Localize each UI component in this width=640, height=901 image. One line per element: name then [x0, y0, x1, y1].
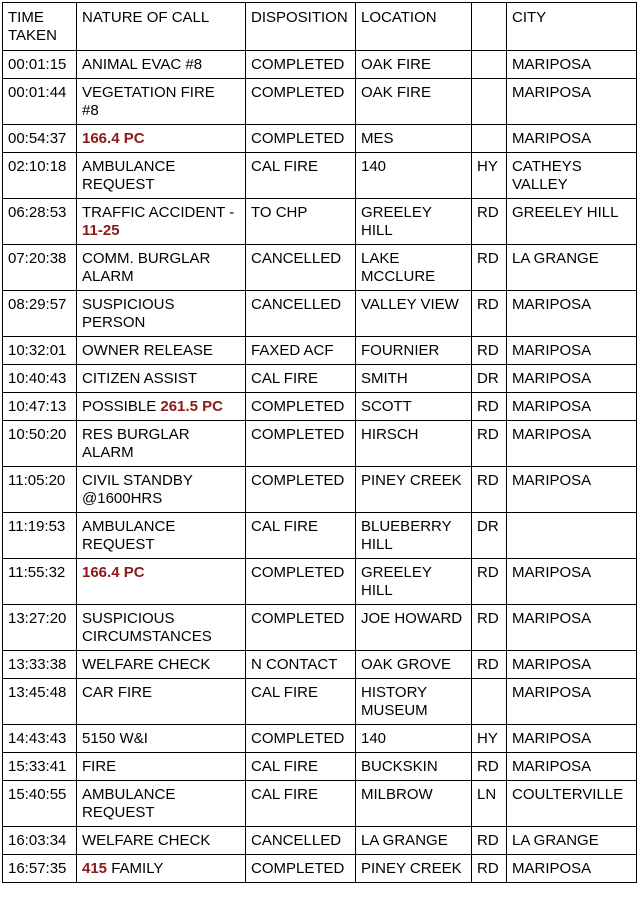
penal-code-highlight: 166.4 PC [82, 564, 145, 581]
nature-text: SUSPICIOUS PERSON [82, 296, 175, 331]
street-suffix-cell: HY [472, 153, 507, 199]
nature-text-tail: FAMILY [107, 860, 164, 877]
table-row [3, 513, 637, 559]
location-cell: FOURNIER [356, 337, 472, 365]
time-taken-cell: 16:57:35 [3, 855, 77, 883]
table-row [3, 421, 637, 467]
time-taken-cell: 08:29:57 [3, 291, 77, 337]
location-cell: HIRSCH [356, 421, 472, 467]
nature-of-call-cell [77, 51, 246, 79]
header-disposition: DISPOSITION [246, 3, 356, 51]
table-row [3, 827, 637, 855]
time-taken-cell: 13:27:20 [3, 605, 77, 651]
nature-of-call-cell [77, 365, 246, 393]
location-cell: HISTORY MUSEUM [356, 679, 472, 725]
location-cell: MILBROW [356, 781, 472, 827]
disposition-cell: CAL FIRE [246, 679, 356, 725]
nature-of-call-cell [77, 559, 246, 605]
table-row [3, 51, 637, 79]
table-row [3, 725, 637, 753]
nature-text: RES BURGLAR ALARM [82, 426, 190, 461]
header-nature-of-call: NATURE OF CALL [77, 3, 246, 51]
table-row [3, 855, 637, 883]
table-row [3, 605, 637, 651]
street-suffix-cell: RD [472, 467, 507, 513]
city-cell: MARIPOSA [507, 79, 637, 125]
city-cell: MARIPOSA [507, 393, 637, 421]
disposition-cell: COMPLETED [246, 421, 356, 467]
location-cell: LAKE MCCLURE [356, 245, 472, 291]
time-taken-cell: 11:55:32 [3, 559, 77, 605]
city-cell: MARIPOSA [507, 725, 637, 753]
disposition-cell: CANCELLED [246, 291, 356, 337]
location-cell: BLUEBERRY HILL [356, 513, 472, 559]
nature-of-call-cell [77, 753, 246, 781]
street-suffix-cell: RD [472, 421, 507, 467]
disposition-cell: CANCELLED [246, 245, 356, 291]
street-suffix-cell: RD [472, 291, 507, 337]
nature-of-call-cell [77, 467, 246, 513]
nature-of-call-cell [77, 827, 246, 855]
nature-of-call-cell [77, 513, 246, 559]
nature-text: TRAFFIC ACCIDENT - [82, 204, 235, 221]
header-row [3, 3, 637, 51]
table-row [3, 559, 637, 605]
call-log-table [2, 2, 637, 883]
location-cell: OAK GROVE [356, 651, 472, 679]
penal-code-highlight: 415 [82, 860, 108, 877]
nature-of-call-cell [77, 725, 246, 753]
street-suffix-cell: RD [472, 245, 507, 291]
time-taken-cell: 10:47:13 [3, 393, 77, 421]
time-taken-cell: 02:10:18 [3, 153, 77, 199]
penal-code-highlight: 261.5 PC [160, 398, 223, 415]
time-taken-cell: 16:03:34 [3, 827, 77, 855]
table-row [3, 781, 637, 827]
nature-text: CAR FIRE [82, 684, 153, 701]
street-suffix-cell: RD [472, 393, 507, 421]
street-suffix-cell [472, 51, 507, 79]
disposition-cell: CAL FIRE [246, 781, 356, 827]
nature-text: WELFARE CHECK [82, 656, 211, 673]
city-cell: MARIPOSA [507, 679, 637, 725]
nature-text: AMBULANCE REQUEST [82, 518, 176, 553]
location-cell: 140 [356, 725, 472, 753]
location-cell: VALLEY VIEW [356, 291, 472, 337]
disposition-cell: COMPLETED [246, 51, 356, 79]
time-taken-cell: 10:32:01 [3, 337, 77, 365]
penal-code-highlight: 11-25 [82, 222, 120, 239]
city-cell: LA GRANGE [507, 245, 637, 291]
city-cell: MARIPOSA [507, 51, 637, 79]
location-cell: GREELEY HILL [356, 199, 472, 245]
disposition-cell: COMPLETED [246, 605, 356, 651]
city-cell: MARIPOSA [507, 605, 637, 651]
table-row [3, 679, 637, 725]
nature-text: OWNER RELEASE [82, 342, 213, 359]
city-cell: MARIPOSA [507, 291, 637, 337]
location-cell: 140 [356, 153, 472, 199]
call-log-body [3, 51, 637, 883]
nature-text: CITIZEN ASSIST [82, 370, 198, 387]
city-cell: GREELEY HILL [507, 199, 637, 245]
city-cell: MARIPOSA [507, 651, 637, 679]
table-row [3, 245, 637, 291]
street-suffix-cell: RD [472, 337, 507, 365]
time-taken-cell: 15:33:41 [3, 753, 77, 781]
location-cell: PINEY CREEK [356, 467, 472, 513]
location-cell: JOE HOWARD [356, 605, 472, 651]
nature-text: ANIMAL EVAC #8 [82, 56, 203, 73]
nature-of-call-cell [77, 393, 246, 421]
street-suffix-cell: DR [472, 513, 507, 559]
location-cell: GREELEY HILL [356, 559, 472, 605]
street-suffix-cell: RD [472, 753, 507, 781]
time-taken-cell: 10:50:20 [3, 421, 77, 467]
penal-code-highlight: 166.4 PC [82, 130, 145, 147]
time-taken-cell: 00:01:44 [3, 79, 77, 125]
header-street-suffix [472, 3, 507, 51]
time-taken-cell: 00:01:15 [3, 51, 77, 79]
nature-of-call-cell [77, 291, 246, 337]
time-taken-cell: 11:19:53 [3, 513, 77, 559]
nature-text: VEGETATION FIRE #8 [82, 84, 215, 119]
disposition-cell: N CONTACT [246, 651, 356, 679]
street-suffix-cell [472, 125, 507, 153]
street-suffix-cell: RD [472, 559, 507, 605]
disposition-cell: CAL FIRE [246, 753, 356, 781]
disposition-cell: CANCELLED [246, 827, 356, 855]
disposition-cell: CAL FIRE [246, 153, 356, 199]
nature-text: AMBULANCE REQUEST [82, 158, 176, 193]
nature-text: FIRE [82, 758, 117, 775]
nature-of-call-cell [77, 125, 246, 153]
header-location: LOCATION [356, 3, 472, 51]
time-taken-cell: 00:54:37 [3, 125, 77, 153]
nature-of-call-cell [77, 421, 246, 467]
disposition-cell: COMPLETED [246, 855, 356, 883]
disposition-cell: TO CHP [246, 199, 356, 245]
table-row [3, 125, 637, 153]
table-row [3, 393, 637, 421]
nature-text: AMBULANCE REQUEST [82, 786, 176, 821]
street-suffix-cell: DR [472, 365, 507, 393]
disposition-cell: COMPLETED [246, 725, 356, 753]
city-cell: MARIPOSA [507, 365, 637, 393]
street-suffix-cell: RD [472, 827, 507, 855]
nature-text: WELFARE CHECK [82, 832, 211, 849]
nature-of-call-cell [77, 651, 246, 679]
table-row [3, 337, 637, 365]
time-taken-cell: 14:43:43 [3, 725, 77, 753]
location-cell: LA GRANGE [356, 827, 472, 855]
disposition-cell: CAL FIRE [246, 513, 356, 559]
table-row [3, 199, 637, 245]
city-cell: MARIPOSA [507, 753, 637, 781]
table-row [3, 753, 637, 781]
street-suffix-cell: HY [472, 725, 507, 753]
city-cell: CATHEYS VALLEY [507, 153, 637, 199]
nature-of-call-cell [77, 855, 246, 883]
header-time-taken: TIME TAKEN [3, 3, 77, 51]
nature-of-call-cell [77, 337, 246, 365]
city-cell: MARIPOSA [507, 125, 637, 153]
street-suffix-cell: RD [472, 855, 507, 883]
time-taken-cell: 13:33:38 [3, 651, 77, 679]
disposition-cell: COMPLETED [246, 125, 356, 153]
city-cell: MARIPOSA [507, 421, 637, 467]
disposition-cell: COMPLETED [246, 559, 356, 605]
street-suffix-cell: LN [472, 781, 507, 827]
table-row [3, 651, 637, 679]
time-taken-cell: 13:45:48 [3, 679, 77, 725]
location-cell: OAK FIRE [356, 79, 472, 125]
nature-of-call-cell [77, 781, 246, 827]
street-suffix-cell: RD [472, 199, 507, 245]
nature-of-call-cell [77, 199, 246, 245]
time-taken-cell: 15:40:55 [3, 781, 77, 827]
nature-of-call-cell [77, 679, 246, 725]
table-row [3, 365, 637, 393]
street-suffix-cell: RD [472, 605, 507, 651]
nature-text: CIVIL STANDBY @1600HRS [82, 472, 193, 507]
disposition-cell: FAXED ACF [246, 337, 356, 365]
nature-of-call-cell [77, 153, 246, 199]
table-row [3, 153, 637, 199]
table-row [3, 79, 637, 125]
street-suffix-cell [472, 79, 507, 125]
nature-of-call-cell [77, 79, 246, 125]
street-suffix-cell: RD [472, 651, 507, 679]
street-suffix-cell [472, 679, 507, 725]
nature-text: 5150 W&I [82, 730, 148, 747]
disposition-cell: COMPLETED [246, 467, 356, 513]
location-cell: BUCKSKIN [356, 753, 472, 781]
city-cell: LA GRANGE [507, 827, 637, 855]
city-cell: MARIPOSA [507, 855, 637, 883]
location-cell: PINEY CREEK [356, 855, 472, 883]
table-row [3, 467, 637, 513]
city-cell [507, 513, 637, 559]
nature-of-call-cell [77, 605, 246, 651]
location-cell: OAK FIRE [356, 51, 472, 79]
city-cell: MARIPOSA [507, 337, 637, 365]
nature-of-call-cell [77, 245, 246, 291]
nature-text: POSSIBLE [82, 398, 161, 415]
disposition-cell: COMPLETED [246, 393, 356, 421]
table-row [3, 291, 637, 337]
city-cell: MARIPOSA [507, 467, 637, 513]
city-cell: MARIPOSA [507, 559, 637, 605]
nature-text: SUSPICIOUS CIRCUMSTANCES [82, 610, 212, 645]
city-cell: COULTERVILLE [507, 781, 637, 827]
time-taken-cell: 10:40:43 [3, 365, 77, 393]
nature-text: COMM. BURGLAR ALARM [82, 250, 211, 285]
time-taken-cell: 11:05:20 [3, 467, 77, 513]
time-taken-cell: 07:20:38 [3, 245, 77, 291]
location-cell: SCOTT [356, 393, 472, 421]
location-cell: MES [356, 125, 472, 153]
time-taken-cell: 06:28:53 [3, 199, 77, 245]
disposition-cell: COMPLETED [246, 79, 356, 125]
disposition-cell: CAL FIRE [246, 365, 356, 393]
location-cell: SMITH [356, 365, 472, 393]
header-city: CITY [507, 3, 637, 51]
